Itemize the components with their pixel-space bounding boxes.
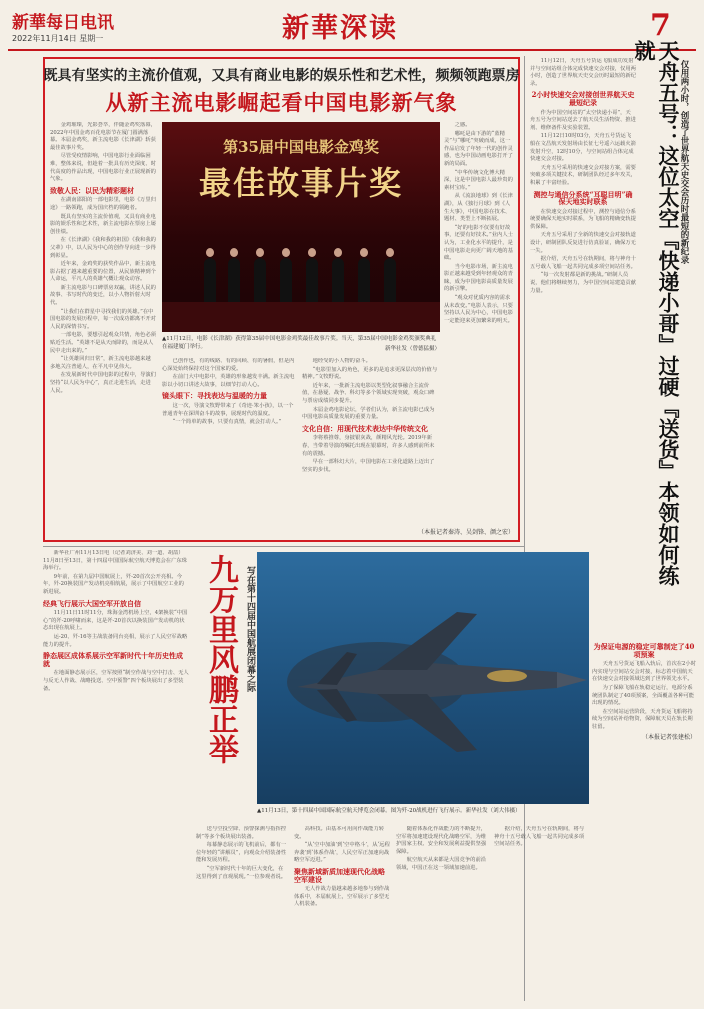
bottom-subhead-3: 聚焦新域新质加速现代化战略空军建设 [294,866,385,884]
bottom-column-1 [43,550,189,1002]
right-paragraph: 天舟五号采用的快速交会对接方案，需要突破多项关键技术，研制团队经过多年攻关，积累了丰富经验。 [530,164,636,186]
bottom-paragraph: 航空航天从来都是大国竞争的前沿领域，中国正在这一领域加速前进。 [396,857,487,871]
right-subhead-1: 2小时快速交会对接创世界航天史最短纪录 [531,90,635,107]
lead-paragraph: “中华传统文化博大精深，这是中国电影人最珍贵的素材宝库。” [444,169,513,191]
person-figure [254,258,266,302]
bottom-paragraph: 据介绍，天舟五号在轨期间，将与神舟十五号载人飞船一起共同完成多项空间站任务。 [494,826,585,848]
section-divider [43,546,524,547]
person-figure [306,258,318,302]
lead-byline: （本报记者秦涛、吴剑锋、颜之宏） [417,529,514,536]
lead-column-1 [50,122,156,532]
right-paragraph: 天舟五号采用了全新的快速交会对接轨道设计，研制团队反复进行仿真验证，确保万无一失。 [530,232,636,254]
right-story-title: 天舟五号：这位太空『快递小哥』过硬『送货』本领如何练就 [632,40,681,586]
right-paragraph: 11月12日，天舟五号货运飞船成功发射并与空间站组合体完成快速交会对接，仅用两小时，创造了世界航天史交会历时最短的新纪录。 [530,58,636,87]
bottom-column-4 [396,826,488,1002]
stage [162,302,440,332]
lead-paragraph: “一个简单的故事，只要有真情，就会打动人。” [172,419,282,426]
lead-paragraph: 当今电影市场，新主流电影正越来越受到年轻观众的青睐，成为中国电影高质量发展的新引擎。 [444,263,513,293]
page-header [0,0,704,56]
bottom-paragraph: 运-20、歼-16等主战装备同台亮相，展示了人民空军战略能力的提升。 [43,633,188,648]
lead-paragraph: 之感。 [454,122,471,128]
bottom-paragraph: 随着体系化作战能力的不断提升，空军将加速建设现代化战略空军，为维护国家主权、安全和发展利益提供坚强保障。 [396,826,487,855]
bottom-story-subtitle: 写在第十四届中国航展闭幕之际 [245,566,255,692]
lead-paragraph: 近年来，金鸡奖的获奖作品中，新主流电影占据了越来越重要的位置，从民族精神到个人命运，平凡人的英雄气概让观众动容。 [50,261,156,283]
lead-paragraph: 既具有坚实的主流价值观，又具有商业电影的娱乐性和艺术性，新主流电影在票房上屡创佳绩。 [50,213,156,235]
lead-paragraph: 已创作也，有的线路、有的回顾、有的暑假，但是内心深处始终保持对这个国家的爱。 [162,358,295,372]
lead-column-3 [162,358,296,534]
person-figure [204,258,216,302]
person-figure [332,258,344,302]
lead-subhead-1: 致敬人民：以民为精彩题材 [50,185,134,195]
lead-subhead-3: 文化自信：用现代技术表达中华传统文化 [302,423,428,433]
lead-column-5 [444,122,514,524]
person-figure [280,258,292,302]
person-figure [384,258,396,302]
lead-column-4 [302,358,438,534]
right-column-bottom [592,640,696,1000]
lead-paragraph: 在发展新时代中国电影的过程中，导演们坚持“以人民为中心”，真正走进生活，走进人民。 [50,372,156,394]
right-paragraph: 11月12日10时03分，天舟五号货运飞船在文昌航天发射场由长征七号遥六运载火箭发射升空，12时10分，与空间站组合体完成快速交会对接。 [530,133,636,163]
bottom-subhead-2: 静态展区成体系展示空军新时代十年历史性成就 [43,651,183,668]
j20-jet-illustration [257,552,589,804]
section-title: 新華深读 [282,13,398,44]
right-paragraph: 为了保障飞船在轨稳定运行，电源分系统团队制定了40项预案，全面覆盖各种可能出现的情况。 [592,684,695,707]
lead-kicker: 既具有坚实的主流价值观，又具有商业电影的娱乐性和艺术性，频频领跑票房 [43,68,520,84]
bottom-subhead-1: 经典飞行展示大国空军开放自信 [43,598,141,608]
right-paragraph: 在快速交会对接过程中，测控与通信分系统要确保天地实时联系，为飞船的精确变轨提供保障。 [530,208,636,230]
right-paragraph: 在空间站运营阶段，天舟货运飞船将持续为空间站补给物资，保障航天员在轨长期驻留。 [592,708,693,730]
lead-paragraph: “观众对优质内容的需求从未改变。”电影人表示，只要坚持以人民为中心，中国电影一定能迎来更加繁荣的明天。 [444,295,513,324]
lead-headline: 从新主流电影崛起看中国电影新气象 [105,90,458,115]
lead-paragraph: 近年来，一批新主流电影以类型化叙事融合主流价值，在悬疑、战争、科幻等多个领域实现突破，观众口碑与票房成绩同步提升。 [302,382,435,404]
lead-paragraph: 这一次，导演文牧野带来了《奇迹·笨小孩》，以一个普通青年在深圳奋斗的故事，展现时代的温度。 [162,402,294,417]
lead-paragraph: 在《长津湖》《我和我的祖国》《我和我的父辈》中，以人民为中心的创作导向进一步得到彰显。 [50,237,156,259]
lead-paragraph: 早在一部科幻大片，中国电影在工业化道路上迈出了坚实的步伐。 [302,459,435,473]
person-figure [358,258,370,302]
fighter-jet-photo [257,552,589,804]
right-byline: （本报记者张建松） [641,733,696,741]
newspaper-logo: 新華每日电讯 [12,13,114,33]
bottom-paragraph: 送与空投空降、预警探测与指挥控制”等多个板块展出装备。 [196,826,287,840]
lead-intro-paragraph: 尽管受疫情影响，中国电影行业面临困难，整体来说，但趁着一批具有历史深度、时代高度的作品出现，中国电影行业正展现新的气象。 [50,153,156,183]
right-paragraph: 作为中国空间站的“太空快递小哥”，天舟五号为空间站送去了航天员生活物资、推进剂、维修备件及实验装置。 [530,109,636,131]
right-subhead-3: 为保证电源的稳定可靠制定了40项预案 [593,642,695,659]
bottom-column-5 [494,826,586,1002]
bottom-column-2 [196,826,288,1002]
right-story-subtitle: 仅用两小时，创造了世界航天史交会历时最短的新纪录 [679,60,689,264]
bottom-paragraph: 在地面静态展示区，空军按照“制空作战与空中打击、无人与反无人作战、战略投送、空中预警”四个板块展出了多型装备。 [43,670,189,692]
lead-paragraph: 李将蔡推尊，身披银灰战，颜精风光轮。2019年新春，当带着导演的嘱托出现在银幕时，许多人感到前所未有的震撼。 [302,435,435,457]
lead-paragraph: 哪吒是由下游的“蓝精灵”与“哪吒”突破而成，这一作品启发了年轻一代的创作灵感，也为中国动画电影打开了新的局面。 [444,130,513,167]
bottom-paragraph: 9年前，在第九届中国航展上，歼-20首次公开亮相。今年，歼-20换装国产发动机亮相航展，展示了中国航空工业的新进展。 [43,573,184,595]
lead-paragraph: 本届金鸡电影论坛，学者们认为，新主流电影已成为中国电影高质量发展的重要力量。 [302,406,435,421]
right-subhead-2: 测控与通信分系统“耳聪目明”确保天地实时联系 [533,189,633,207]
bottom-paragraph: 无人作战力量越来越多地参与到作战体系中，本届航展上，空军展示了多型无人机装备。 [294,886,390,908]
right-column-1 [530,58,636,638]
photo-banner-line-1: 第35届中国电影金鸡奖 [223,138,379,156]
lead-intro-paragraph: 金鸡璀璨，光影荟萃，伴随金鸡奖落幕，2022年中国金鸡百花电影节在厦门圆满落幕。本届金鸡奖，新主流电影《长津湖》斩获最佳故事片奖。 [50,122,156,151]
lead-paragraph: 新主流电影与口碑票房双赢，讲述人民的故事、书写时代的变迁，以小人物折射大时代。 [50,284,156,307]
bottom-paragraph: 11月11日11时11分，珠海金湾机场上空，4架换装“中国心”的歼-20呼啸而来，这是歼-20首次以换装国产发动机的状态出现在航展上。 [43,610,188,632]
bottom-paragraph: “空军新时代十年的巨大变化，在这里得到了直观展现。”一位参观者说。 [196,865,287,880]
bottom-paragraph: 每幕静态展示的飞机前后，都有一位年轻的“讲解员”，向观众介绍装备性能和发展历程。 [196,842,287,864]
header-divider [8,49,696,51]
lead-paragraph: 在前门大中电影中，英雄的形象越发丰满。新主流电影以小切口讲述大故事，以细节打动人心。 [162,374,295,388]
bottom-column-3 [294,826,390,1002]
right-paragraph: 天舟五号货运飞船入轨后，首次在2小时内实现与空间站交会对接，标志着中国航天在快速交会对接领域达到了世界领先水平。 [592,661,696,683]
bottom-paragraph: 高科技。由基本可用向作战能力转变。 [294,826,385,840]
bottom-paragraph: 新华社广州11月13日电（记者刘济美、刘一道、胡喆）11月8日至13日，第十四届中国国际航空航天博览会在广东珠海举行。 [43,550,187,572]
issue-date: 2022年11月14日 星期一 [12,34,104,43]
photo-credit: 新华社发（曾德猛摄） [384,346,440,352]
lead-subhead-2: 镜头眼下：寻找表达与温暖的力量 [162,391,267,401]
bottom-story-title: 九万里风鹏正举 [203,554,238,764]
photo-caption: ▲11月12日，电影《长津湖》获得第35届中国电影金鸡奖最佳故事片奖。当天，第35届中国电影金鸡奖颁奖典礼在福建厦门举行。 [162,336,437,350]
jet-photo-caption: ▲11月13日，第十四届中国国际航空航天博览会闭幕。图为歼-20战机进行飞行展示。新华社发（刘大伟摄） [257,808,521,814]
lead-paragraph: “好的电影不仅要有好故事，还要有好技术。”业内人士认为，工业化水平的提升，是中国电影走向更广阔天地的基础。 [444,224,513,262]
right-paragraph: “每一次发射都是新的挑战。”研制人员说，他们将继续努力，为中国空间站建造贡献力量。 [530,272,636,294]
lead-paragraph: “电影里加入的角色，更多的是追求更深层次的价值与精神。”文牧野说。 [302,366,438,381]
award-ceremony-photo [162,122,440,332]
lead-paragraph: 在湖南邵阳的一部电影里，电影《万里归途》一路领跑，成为国庆档的领跑者。 [50,197,156,211]
lead-paragraph: 地经受的小人物的奋斗。 [312,358,371,364]
lead-paragraph: “让英雄回归日常”，新主流电影越来越多地关注普通人，在平凡中见伟大。 [50,356,151,370]
lead-paragraph: 从《流浪地球》到《长津湖》，从《独行月球》到《人生大事》，中国电影在技术、题材、类型上不断拓展。 [444,193,513,223]
lead-paragraph: “让我们在群星中寻找我们的英雄。”在中国电影的发展历程中，每一次成功都离不开对人民的深情书写。 [50,308,156,330]
page-number: 7 [650,8,671,43]
photo-banner-line-2: 最佳故事片奖 [198,164,403,202]
person-figure [228,258,240,302]
right-paragraph: 据介绍，天舟五号在轨期间，将与神舟十五号载人飞船一起共同完成多项空间站任务。 [530,256,636,270]
lead-paragraph: 一部电影，要想引起观众共情，角色必须贴近生活。“英雄不是从天而降的，而是从人民中走出来的。” [50,332,156,354]
bottom-paragraph: “从‘空中加油’到‘空中格斗’，从‘远程奔袭’到‘体系作战’，人民空军正加速向战略空军迈进。” [294,842,390,864]
